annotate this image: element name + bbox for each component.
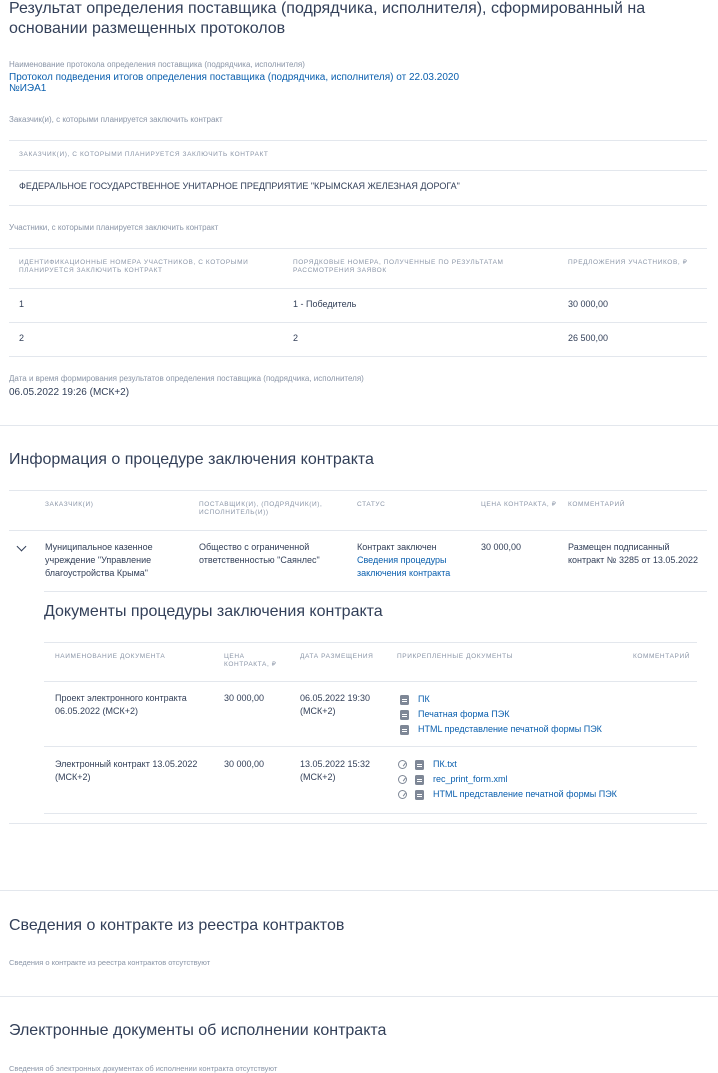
protocol-link[interactable] bbox=[9, 72, 459, 94]
file-icon bbox=[415, 760, 424, 770]
page-title: Результат определения поставщика (подрядчика, исполнителя), сформированный на основании размещенных протоколов bbox=[9, 0, 646, 37]
participants-row-2-id: 2 bbox=[19, 333, 25, 343]
customers-table-header: ЗАКАЗЧИК(И), С КОТОРЫМИ ПЛАНИРУЕТСЯ ЗАКЛЮЧИТЬ КОНТРАКТ bbox=[19, 151, 269, 158]
divider bbox=[44, 681, 697, 682]
participants-row-1-order: 1 - Победитель bbox=[293, 299, 357, 309]
section-divider bbox=[0, 425, 718, 426]
participants-header-ids: ИДЕНТИФИКАЦИОННЫЕ НОМЕРА УЧАСТНИКОВ, С КОТОРЫМИ ПЛАНИРУЕТСЯ ЗАКЛЮЧИТЬ КОНТРАКТ bbox=[19, 259, 249, 274]
contract-info-title: Информация о процедуре заключения контракта bbox=[9, 451, 374, 468]
document-row-2-name: Электронный контракт 13.05.2022 (МСК+2) bbox=[55, 759, 198, 782]
attached-file[interactable] bbox=[398, 787, 617, 802]
edocs-title: Электронные документы об исполнении контракта bbox=[9, 1022, 387, 1039]
edocs-empty: Сведения об электронных документах об исполнении контракта отсутствуют bbox=[9, 1064, 278, 1073]
signature-icon[interactable] bbox=[398, 790, 407, 799]
registry-title: Сведения о контракте из реестра контрактов bbox=[9, 917, 345, 934]
document-row-1-name: Проект электронного контракта 06.05.2022 (МСК+2) bbox=[55, 693, 187, 716]
participants-row-1-offer: 30 000,00 bbox=[568, 299, 609, 309]
file-icon bbox=[400, 695, 409, 705]
protocol-label: Наименование протокола определения поставщика (подрядчика, исполнителя) bbox=[9, 60, 305, 69]
contract-status-link[interactable]: Сведения процедуры заключения контракта bbox=[357, 555, 451, 578]
document-row-2-price: 30 000,00 bbox=[224, 759, 265, 769]
customers-table-row: ФЕДЕРАЛЬНОЕ ГОСУДАРСТВЕННОЕ УНИТАРНОЕ ПРЕДПРИЯТИЕ "КРЫМСКАЯ ЖЕЛЕЗНАЯ ДОРОГА" bbox=[19, 181, 460, 191]
attached-file-link[interactable]: HTML представление печатной формы ПЭК bbox=[418, 724, 602, 734]
participants-header-order: ПОРЯДКОВЫЕ НОМЕРА, ПОЛУЧЕННЫЕ ПО РЕЗУЛЬТАТАМ РАССМОТРЕНИЯ ЗАЯВОК bbox=[293, 259, 504, 274]
contract-header-comment: КОММЕНТАРИЙ bbox=[568, 501, 625, 508]
signature-icon[interactable] bbox=[398, 775, 407, 784]
documents-header-attached: ПРИКРЕПЛЕННЫЕ ДОКУМЕНТЫ bbox=[397, 653, 514, 660]
chevron-down-icon[interactable] bbox=[17, 542, 27, 552]
participants-header-offers: ПРЕДЛОЖЕНИЯ УЧАСТНИКОВ, ₽ bbox=[568, 259, 688, 266]
attached-file[interactable] bbox=[400, 707, 602, 722]
attached-file-link[interactable]: rec_print_form.xml bbox=[433, 774, 508, 784]
divider bbox=[9, 205, 707, 206]
document-row-2-files bbox=[398, 757, 617, 802]
file-icon bbox=[400, 725, 409, 735]
divider bbox=[9, 823, 707, 824]
divider bbox=[44, 591, 707, 592]
section-divider bbox=[0, 890, 718, 891]
attached-file[interactable] bbox=[398, 772, 617, 787]
divider bbox=[44, 746, 697, 747]
formed-label: Дата и время формирования результатов определения поставщика (подрядчика, исполнителя) bbox=[9, 374, 364, 383]
contract-price: 30 000,00 bbox=[481, 542, 522, 552]
document-row-1-price: 30 000,00 bbox=[224, 693, 265, 703]
attached-file-link[interactable]: Печатная форма ПЭК bbox=[418, 709, 510, 719]
divider bbox=[9, 140, 707, 141]
contract-comment: Размещен подписанный контракт № 3285 от 13.05.2022 bbox=[568, 542, 698, 565]
attached-file-link[interactable]: HTML представление печатной формы ПЭК bbox=[433, 789, 617, 799]
contract-status-cell bbox=[357, 541, 467, 580]
attached-file[interactable] bbox=[400, 692, 602, 707]
contract-header-price: ЦЕНА КОНТРАКТА, ₽ bbox=[481, 501, 557, 508]
participants-row-2-offer: 26 500,00 bbox=[568, 333, 609, 343]
attached-file[interactable] bbox=[400, 722, 602, 737]
divider bbox=[9, 490, 707, 491]
section-divider bbox=[0, 996, 718, 997]
participants-row-2-order: 2 bbox=[293, 333, 299, 343]
registry-empty: Сведения о контракте из реестра контрактов отсутствуют bbox=[9, 958, 211, 967]
divider bbox=[44, 642, 697, 643]
customers-label: Заказчик(и), с которыми планируется заключить контракт bbox=[9, 115, 223, 124]
attached-file-link[interactable]: ПК bbox=[418, 694, 430, 704]
contract-supplier: Общество с ограниченной ответственностью "Саянлес" bbox=[199, 542, 320, 565]
attached-file[interactable] bbox=[398, 757, 617, 772]
document-row-2-date: 13.05.2022 15:32 (МСК+2) bbox=[300, 759, 371, 782]
divider bbox=[9, 170, 707, 171]
protocol-link-line1[interactable]: Протокол подведения итогов определения поставщика (подрядчика, исполнителя) от 22.03.2020 bbox=[9, 72, 460, 83]
contract-header-customer: ЗАКАЗЧИК(И) bbox=[45, 501, 94, 508]
documents-header-comment: КОММЕНТАРИЙ bbox=[633, 653, 690, 660]
divider bbox=[9, 356, 707, 357]
documents-title: Документы процедуры заключения контракта bbox=[44, 603, 383, 620]
participants-row-1-id: 1 bbox=[19, 299, 25, 309]
document-row-1-files bbox=[400, 692, 602, 737]
contract-customer: Муниципальное казенное учреждение "Управление благоустройства Крыма" bbox=[45, 542, 153, 578]
file-icon bbox=[415, 790, 424, 800]
formed-value: 06.05.2022 19:26 (МСК+2) bbox=[9, 387, 130, 398]
file-icon bbox=[415, 775, 424, 785]
file-icon bbox=[400, 710, 409, 720]
divider bbox=[44, 813, 697, 814]
attached-file-link[interactable]: ПК.txt bbox=[433, 759, 457, 769]
divider bbox=[9, 288, 707, 289]
protocol-link-line2[interactable]: №ИЭА1 bbox=[9, 83, 47, 94]
participants-label: Участники, с которыми планируется заключить контракт bbox=[9, 223, 219, 232]
divider bbox=[9, 530, 707, 531]
signature-icon[interactable] bbox=[398, 760, 407, 769]
contract-status: Контракт заключен bbox=[357, 542, 437, 552]
documents-header-name: НАИМЕНОВАНИЕ ДОКУМЕНТА bbox=[55, 653, 166, 660]
contract-header-supplier: ПОСТАВЩИК(И), (ПОДРЯДЧИК(И), ИСПОЛНИТЕЛЬ(И)) bbox=[199, 501, 323, 516]
documents-header-date: ДАТА РАЗМЕЩЕНИЯ bbox=[300, 653, 374, 660]
contract-header-status: СТАТУС bbox=[357, 501, 386, 508]
document-row-1-date: 06.05.2022 19:30 (МСК+2) bbox=[300, 693, 371, 716]
divider bbox=[9, 322, 707, 323]
divider bbox=[9, 248, 707, 249]
documents-header-price: ЦЕНА КОНТРАКТА, ₽ bbox=[224, 653, 277, 668]
